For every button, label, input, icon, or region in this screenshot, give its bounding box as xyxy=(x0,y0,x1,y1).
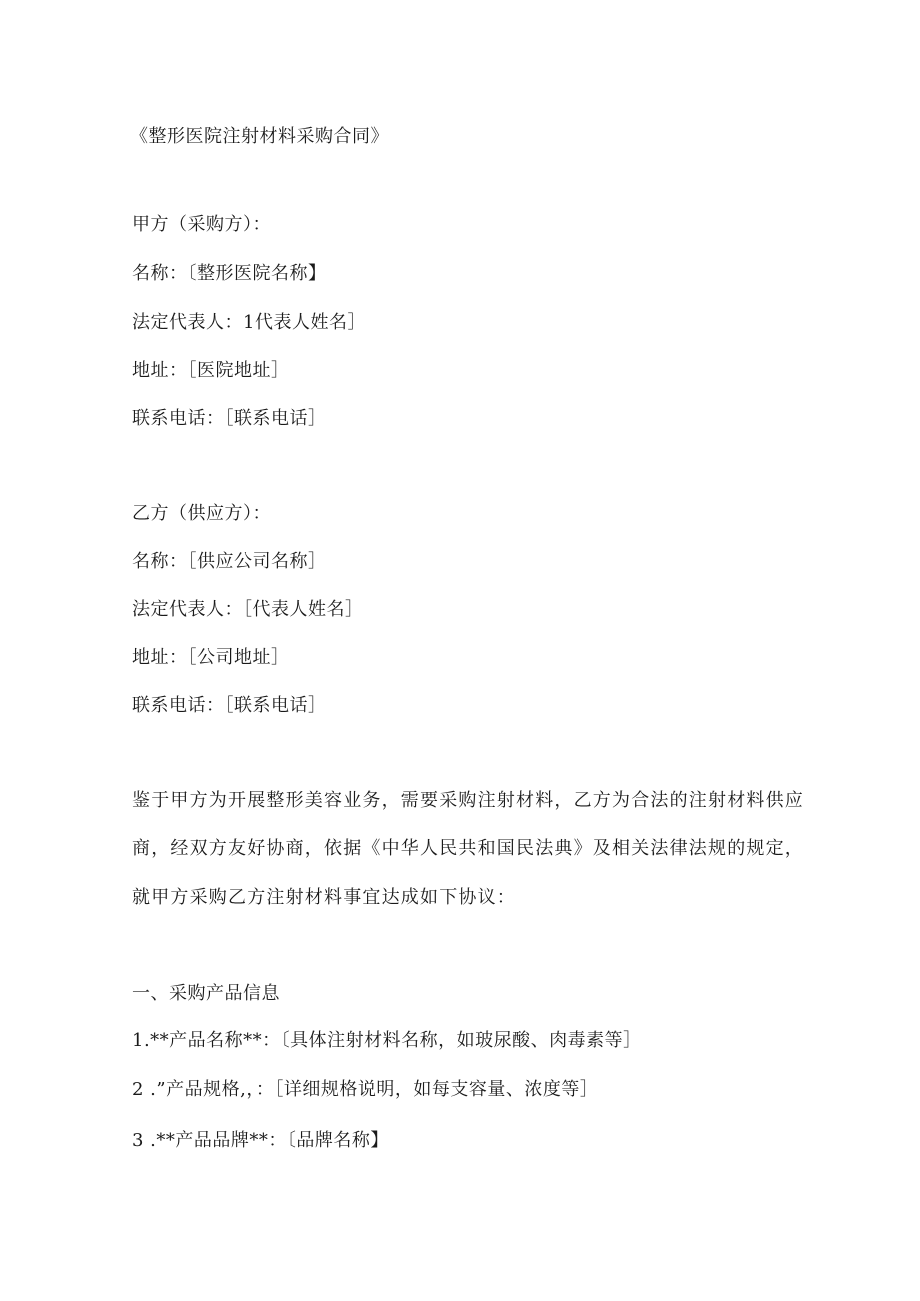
party-b-phone: 联系电话：［联系电话］ xyxy=(132,695,327,716)
party-b-address: 地址：［公司地址］ xyxy=(132,647,290,668)
party-a-name: 名称：〔整形医院名称】 xyxy=(132,263,327,284)
section-1-item-2: 2 .”产品规格,，：［详细规格说明，如每支容量、浓度等］ xyxy=(132,1079,599,1100)
preamble-line-3: 就甲方采购乙方注射材料事宜达成如下协议： xyxy=(132,887,516,908)
section-1-item-3: 3 .**产品品牌**：〔品牌名称】 xyxy=(132,1130,389,1151)
party-b-heading: 乙方（供应方）： xyxy=(132,503,271,524)
preamble-line-2: 商，经双方友好协商，依据《中华人民共和国民法典》及相关法律法规的规定， xyxy=(132,838,804,859)
party-b-legal-rep: 法定代表人：［代表人姓名］ xyxy=(132,599,364,620)
party-a-heading: 甲方（采购方）： xyxy=(132,214,271,235)
party-a-legal-rep: 法定代表人：1代表人姓名］ xyxy=(132,312,366,333)
party-a-phone: 联系电话：［联系电话］ xyxy=(132,408,327,429)
party-a-address: 地址：［医院地址］ xyxy=(132,360,290,381)
section-1-heading: 一、采购产品信息 xyxy=(132,983,280,1004)
preamble-line-1: 鉴于甲方为开展整形美容业务，需要采购注射材料，乙方为合法的注射材料供应 xyxy=(132,790,804,811)
party-b-name: 名称：［供应公司名称］ xyxy=(132,551,327,572)
contract-title: 《整形医院注射材料采购合同》 xyxy=(130,126,389,147)
section-1-item-1: 1.**产品名称**：〔具体注射材料名称，如玻尿酸、肉毒素等］ xyxy=(132,1030,642,1051)
